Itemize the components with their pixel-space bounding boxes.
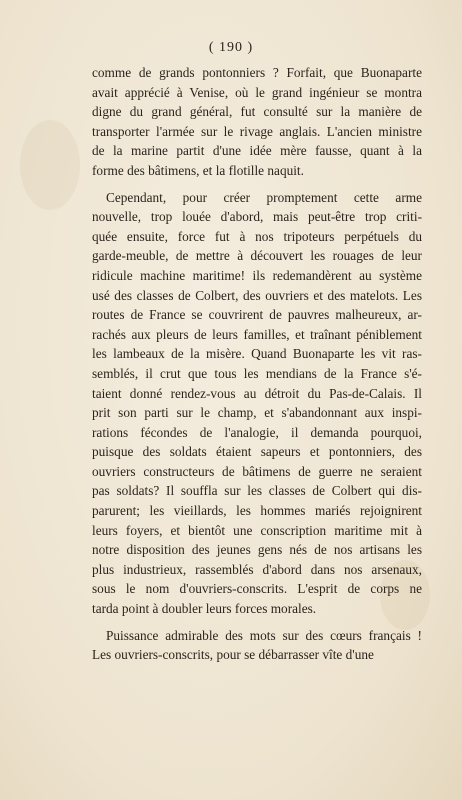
body-text	[92, 63, 422, 665]
text-line: transporter l'armée sur le rivage anglais. L'ancien ministre	[92, 123, 422, 139]
text-line: routes de France se couvrirent de pauvres malheureux, ar-	[92, 307, 422, 323]
text-line: Cependant, pour créer promptement cette arme	[106, 189, 422, 205]
paragraph-gap	[92, 181, 422, 188]
text-line: sous le nom d'ouvriers-conscrits. L'esprit de corps ne	[92, 581, 422, 597]
text-line: plus industrieux, rassemblés d'abord dans nos arsenaux,	[92, 561, 422, 577]
text-line: rations fécondes de l'analogie, il demanda pourquoi,	[92, 424, 422, 440]
text-line: de la marine partit d'une idée mère fausse, quant à la	[92, 143, 422, 159]
text-line: pas soldats? Il souffla sur les classes de Colbert qui dis-	[92, 483, 422, 499]
text-line: digne du grand général, fut consulté sur la manière de	[92, 104, 422, 120]
text-line: nouvelle, trop louée d'abord, mais peut-être trop criti-	[92, 209, 422, 225]
paragraph-gap	[92, 619, 422, 626]
text-line: tarda point à doubler leurs forces morales.	[92, 601, 317, 617]
text-line: taient donné rendez-vous au détroit du Pas-de-Calais. Il	[92, 385, 422, 401]
text-line: puisque des soldats étaient sapeurs et pontonniers, des	[92, 444, 422, 460]
page-number: ( 190 )	[208, 40, 254, 55]
text-line: quée ensuite, force fut à nos tripoteurs perpétuels du	[92, 228, 422, 244]
paragraph	[92, 188, 422, 619]
text-line: ridicule machine maritime! ils redemandèrent au système	[92, 267, 422, 283]
text-line: leurs foyers, et bientôt une conscription maritime mit à	[92, 522, 422, 538]
text-line: avait apprécié à Venise, où le grand ingénieur se montra	[92, 84, 422, 100]
text-line: comme de grands pontonniers ? Forfait, que Buonaparte	[92, 65, 422, 80]
text-line: semblés, il crut que tous les mendians de la France s'é-	[92, 365, 422, 381]
text-line: rachés aux pleurs de leurs familles, et traînant péniblement	[92, 326, 422, 342]
text-line: Les ouvriers-conscrits, pour se débarrasser vîte d'une	[92, 647, 374, 663]
text-line: garde-meuble, de mettre à découvert les rouages de leur	[92, 248, 422, 264]
text-line: les lambeaux de la misère. Quand Buonaparte les vit ras-	[92, 346, 422, 362]
text-line: forme des bâtimens, et la flotille naquit.	[92, 162, 304, 178]
text-line: parurent; les vieillards, les hommes mariés rejoignirent	[92, 503, 422, 519]
text-line: notre disposition des jeunes gens nés de nos artisans les	[92, 542, 422, 558]
paragraph	[92, 626, 422, 665]
paragraph	[92, 63, 422, 181]
text-line: usé des classes de Colbert, des ouvriers et des matelots. Les	[92, 287, 422, 303]
text-line: ouvriers constructeurs de bâtimens de guerre ne seraient	[92, 463, 422, 479]
paper-stain	[20, 120, 80, 210]
text-line: prit son parti sur le champ, et s'abandonnant aux inspi-	[92, 405, 422, 421]
text-line: Puissance admirable des mots sur des cœurs français !	[106, 627, 422, 643]
